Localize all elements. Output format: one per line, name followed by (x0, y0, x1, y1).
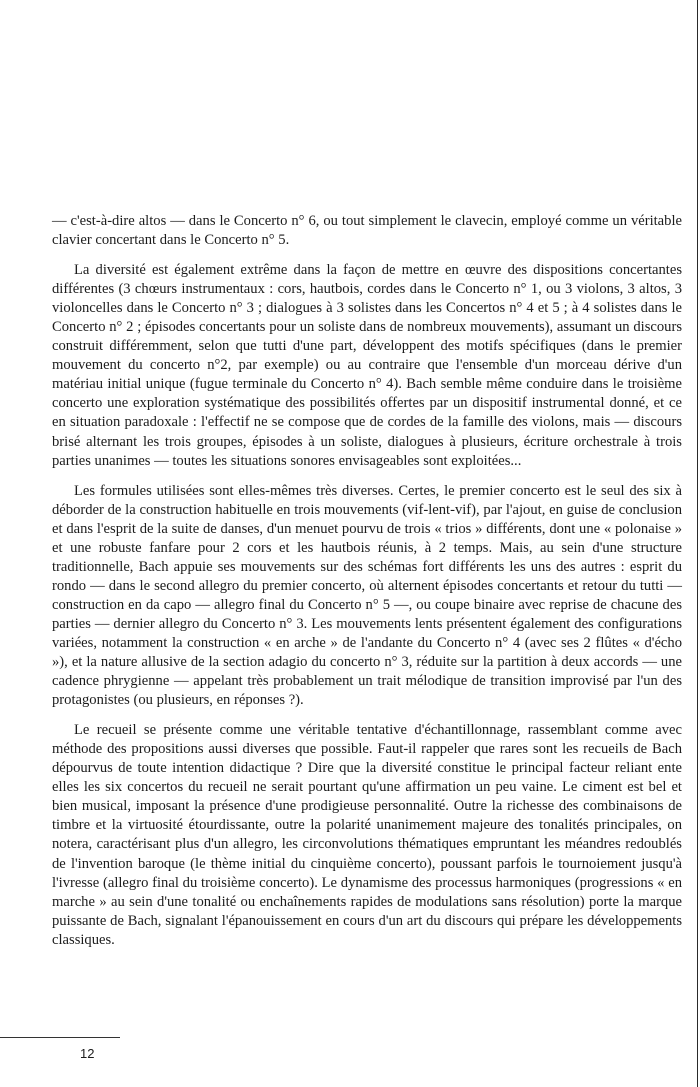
footer-rule (0, 1037, 120, 1038)
paragraph-4: Le recueil se présente comme une véritable tentative d'échantillonnage, rassemblant comme avec méthode des propositions aussi diverses que possible. Faut-il rappeler que rares sont les recueils de Bach dépourvus de toute intention didactique ? Dire que la diversité constitue le principal facteur reliant ente elles les six concertos du recueil ne serait pourtant qu'une affirmation un peu vaine. Le ciment est bel et bien musical, imposant la présence d'une prodigieuse personnalité. Outre la richesse des combinaisons de timbre et la virtuosité étourdissante, outre la polarité unanimement majeure des tonalités principales, on notera, caractérisant plus d'un allegro, les circonvolutions thématiques empruntant les méandres redoublés de l'invention baroque (le thème initial du cinquième concerto), poussant parfois le tournoiement jusqu'à l'ivresse (allegro final du troisième concerto). Le dynamisme des processus harmoniques (progressions « en marche » au sein d'une tonalité ou enchaînements rapides de modulations sans résolution) porte la marque puissante de Bach, signalant l'épanouissement en cours d'un art du discours qui prépare les développements classiques. (52, 722, 682, 948)
page-number: 12 (80, 1046, 95, 1061)
page-edge-line (697, 0, 698, 1087)
body-text (52, 212, 682, 961)
paragraph-2: La diversité est également extrême dans la façon de mettre en œuvre des dispositions concertantes différentes (3 chœurs instrumentaux : cors, hautbois, cordes dans le Concerto n° 1, ou 3 violons, 3 altos, 3 violoncelles dans le Concerto n° 3 ; dialogues à 3 solistes dans les Concertos n° 4 et 5 ; à 4 solistes dans le Concerto n° 2 ; épisodes concertants pour un soliste dans de nombreux mouvements), assumant un discours construit différemment, selon que tutti d'une part, développent des motifs spécifiques (dans le premier mouvement du concerto n°2, par exemple) ou au contraire que l'ensemble d'un morceau dérive d'un matériau initial unique (fugue terminale du Concerto n° 4). Bach semble même conduire dans le troisième concerto une exploration systématique des possibilités offertes par un dispositif instrumental donné, et ce en situation paradoxale : l'effectif ne se compose que de cordes de la famille des violons, mais — discours brisé alternant les trois groupes, épisodes à un soliste, dialogues à plusieurs, écriture orchestrale à trois parties unanimes — toutes les situations sonores envisageables sont exploitées... (52, 262, 682, 469)
paragraph-1: — c'est-à-dire altos — dans le Concerto n° 6, ou tout simplement le clavecin, employé comme un véritable clavier concertant dans le Concerto n° 5. (52, 213, 682, 249)
paragraph-3: Les formules utilisées sont elles-mêmes très diverses. Certes, le premier concerto est le seul des six à déborder de la construction habituelle en trois mouvements (vif-lent-vif), par l'ajout, en guise de conclusion et dans l'esprit de la suite de danses, d'un menuet pourvu de trois « trios » différents, dont une « polonaise » et une robuste fanfare pour 2 cors et les hautbois réunis, à 2 temps. Mais, au sein d'une structure traditionnelle, Bach appuie ses mouvements sur des schémas fort différents les uns des autres : esprit du rondo — dans le second allegro du premier concerto, où alternent épisodes concertants et retour du tutti — construction en da capo — allegro final du Concerto n° 5 —, ou coupe binaire avec reprise de chacune des parties — dernier allegro du Concerto n° 3. Les mouvements lents présentent également des configurations variées, notamment la construction « en arche » de l'andante du Concerto n° 4 (avec ses 2 flûtes « d'écho »), et la nature allusive de la section adagio du concerto n° 3, réduite sur la partition à deux accords — une cadence phrygienne — appelant très probablement un trait mélodique de transition improvisé par l'un des protagonistes (ou plusieurs, en réponses ?). (52, 482, 682, 709)
